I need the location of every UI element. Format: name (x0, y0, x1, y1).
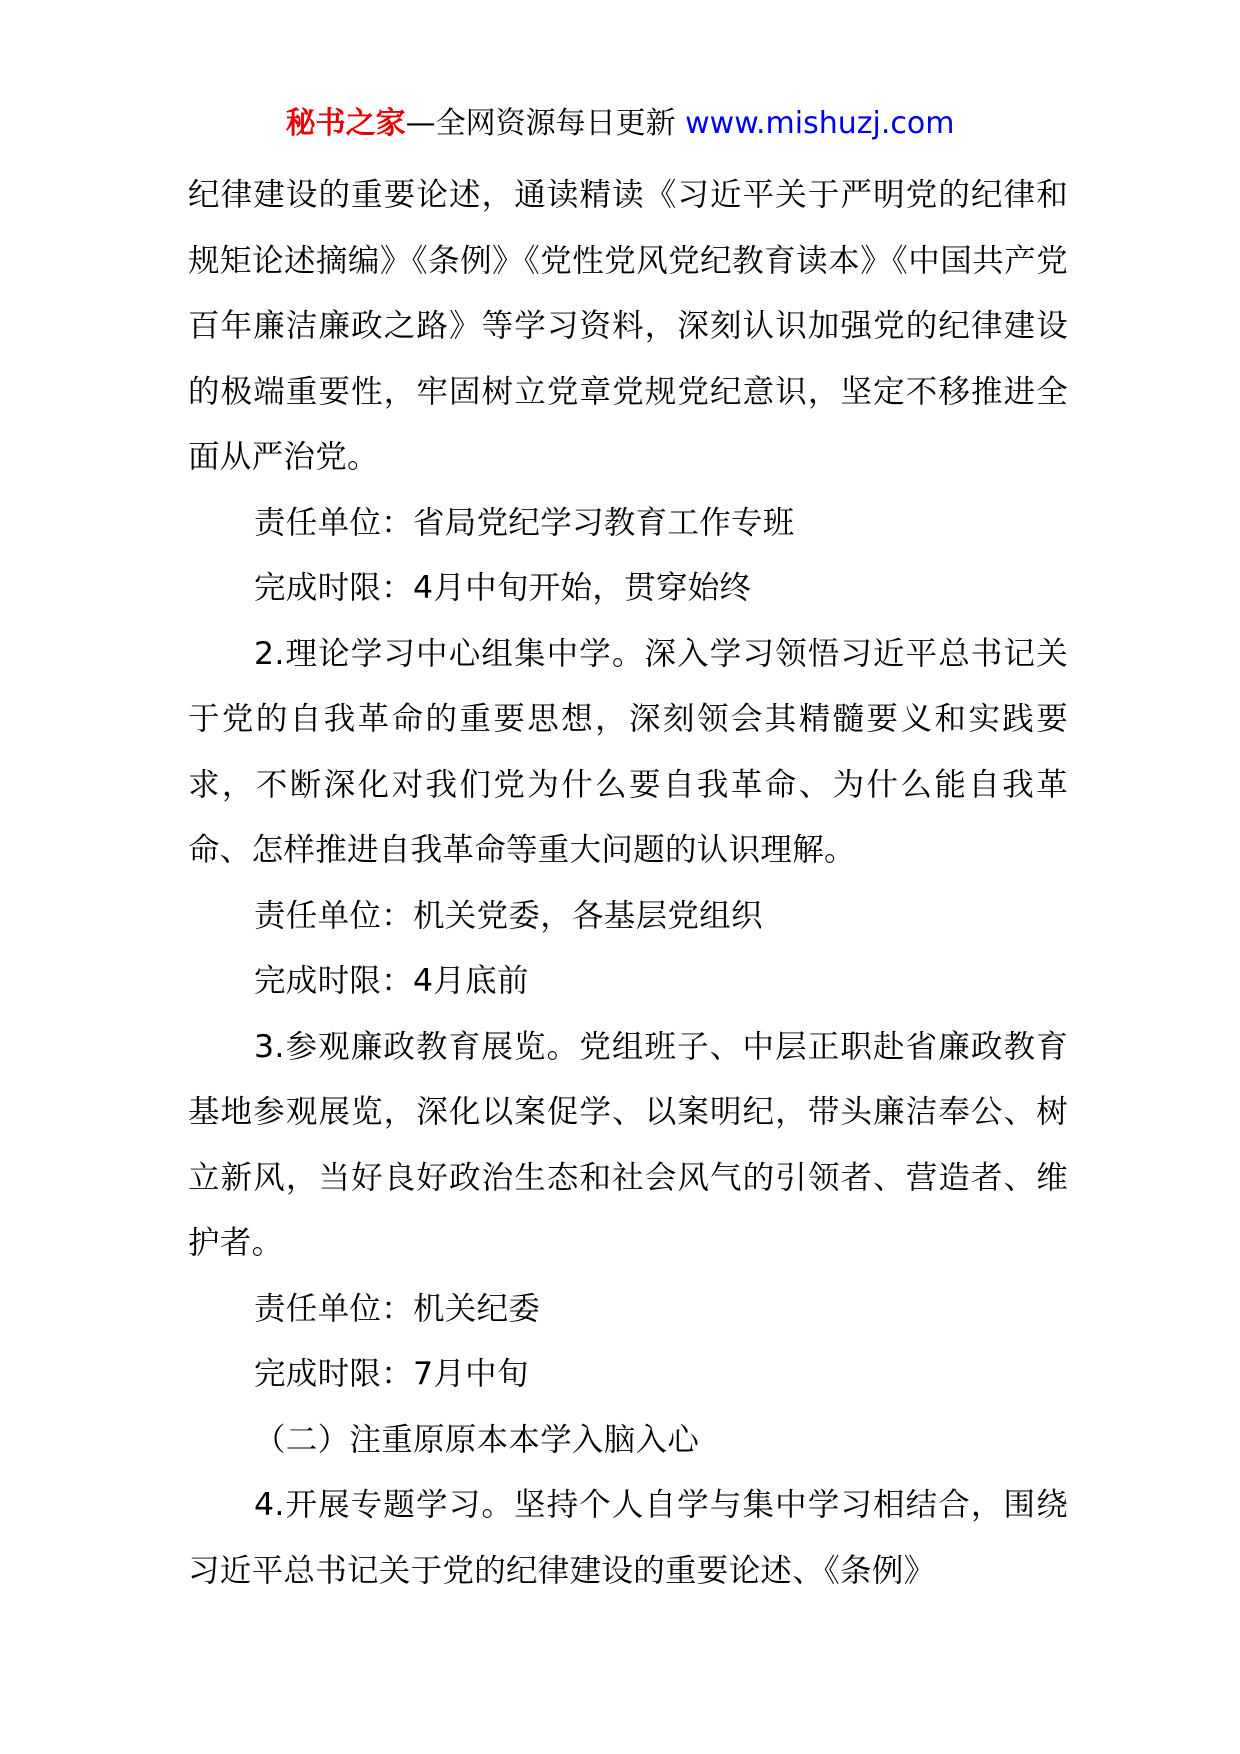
responsible-unit-2: 责任单位：机关党委，各基层党组织 (254, 897, 763, 934)
deadline-2: 完成时限：4月底前 (254, 963, 529, 999)
responsible-unit-1: 责任单位：省局党纪学习教育工作专班 (254, 504, 795, 541)
deadline-1: 完成时限：4月中旬开始，贯穿始终 (254, 570, 752, 606)
header-slogan: —全网资源每日更新 (405, 106, 676, 141)
item-2-paragraph: 2.理论学习中心组集中学。深入学习领悟习近平总书记关于党的自我革命的重要思想，深刻领会其精髓要义和实践要求，不断深化对我们党为什么要自我革命、为什么能自我革命、怎样推进自我革命等重大问题的认识理解。 (188, 635, 1068, 868)
site-header (0, 102, 1240, 146)
brand-name: 秘书之家 (285, 106, 406, 141)
item-4-paragraph: 4.开展专题学习。坚持个人自学与集中学习相结合，围绕习近平总书记关于党的纪律建设的重要论述、《条例》 (188, 1487, 1068, 1589)
document-body (188, 163, 1068, 1604)
item-3-paragraph: 3.参观廉政教育展览。党组班子、中层正职赴省廉政教育基地参观展览，深化以案促学、以案明纪，带头廉洁奉公、树立新风，当好良好政治生态和社会风气的引领者、营造者、维护者。 (188, 1028, 1068, 1261)
deadline-3: 完成时限：7月中旬 (254, 1356, 529, 1392)
site-url-link[interactable]: www.mishuzj.com (685, 106, 955, 141)
section-heading-2: （二）注重原原本本学入脑入心 (254, 1421, 700, 1458)
paragraph-intro-continued: 纪律建设的重要论述，通读精读《习近平关于严明党的纪律和规矩论述摘编》《条例》《党性党风党纪教育读本》《中国共产党百年廉洁廉政之路》等学习资料，深刻认识加强党的纪律建设的极端重要性，牢固树立党章党规党纪意识，坚定不移推进全面从严治党。 (188, 177, 1068, 475)
responsible-unit-3: 责任单位：机关纪委 (254, 1290, 541, 1327)
